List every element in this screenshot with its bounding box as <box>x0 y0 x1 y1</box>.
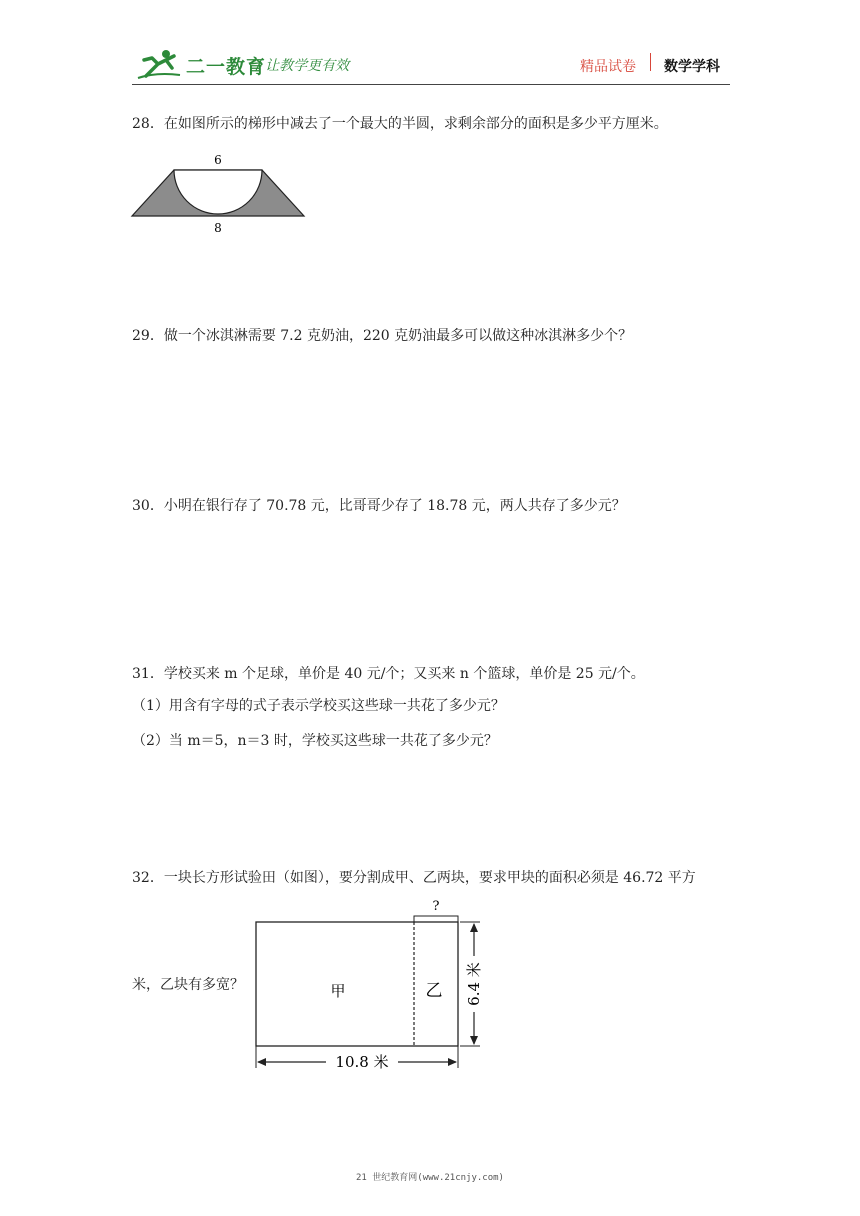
brand-slogan: / 让教学更有效 <box>256 58 350 74</box>
question-32-continued: 米，乙块有多宽？ <box>132 977 244 993</box>
question-31-part-2: （2）当 m＝5，n＝3 时，学校买这些球一共花了多少元？ <box>132 733 498 749</box>
width-label: 10.8 米 <box>335 1053 389 1071</box>
runner-logo-icon <box>136 48 182 80</box>
plot-b-label: 乙 <box>425 981 443 1001</box>
trapezoid-semicircle-figure <box>128 148 308 238</box>
plot-a-label: 甲 <box>330 982 346 1000</box>
header-divider <box>132 84 730 85</box>
question-31: 31．学校买来 m 个足球，单价是 40 元/个；又买来 n 个篮球，单价是 25 元/个。 <box>132 666 645 682</box>
question-32: 32．一块长方形试验田（如图），要分割成甲、乙两块，要求甲块的面积必须是 46.72 平方 <box>132 870 696 886</box>
question-28: 28．在如图所示的梯形中减去了一个最大的半圆，求剩余部分的面积是多少平方厘米。 <box>132 116 668 132</box>
subject-tag: 数学学科 <box>664 59 720 75</box>
rectangle-field-figure <box>248 892 488 1074</box>
bottom-base-label: 8 <box>214 221 222 235</box>
top-base-label: 6 <box>214 153 222 167</box>
question-31-part-1: （1）用含有字母的式子表示学校买这些球一共花了多少元？ <box>132 698 505 714</box>
height-label: 6.4 米 <box>465 962 483 1006</box>
header-separator <box>650 53 651 71</box>
page-footer: 21 世纪教育网(www.21cnjy.com) <box>356 1173 504 1183</box>
question-29: 29．做一个冰淇淋需要 7.2 克奶油，220 克奶油最多可以做这种冰淇淋多少个？ <box>132 328 633 344</box>
brand-name: 二一教育 <box>186 56 267 78</box>
question-30: 30．小明在银行存了 70.78 元，比哥哥少存了 18.78 元，两人共存了多少元？ <box>132 498 626 514</box>
exam-tag: 精品试卷 <box>580 59 636 75</box>
unknown-width-label: ? <box>432 899 440 914</box>
